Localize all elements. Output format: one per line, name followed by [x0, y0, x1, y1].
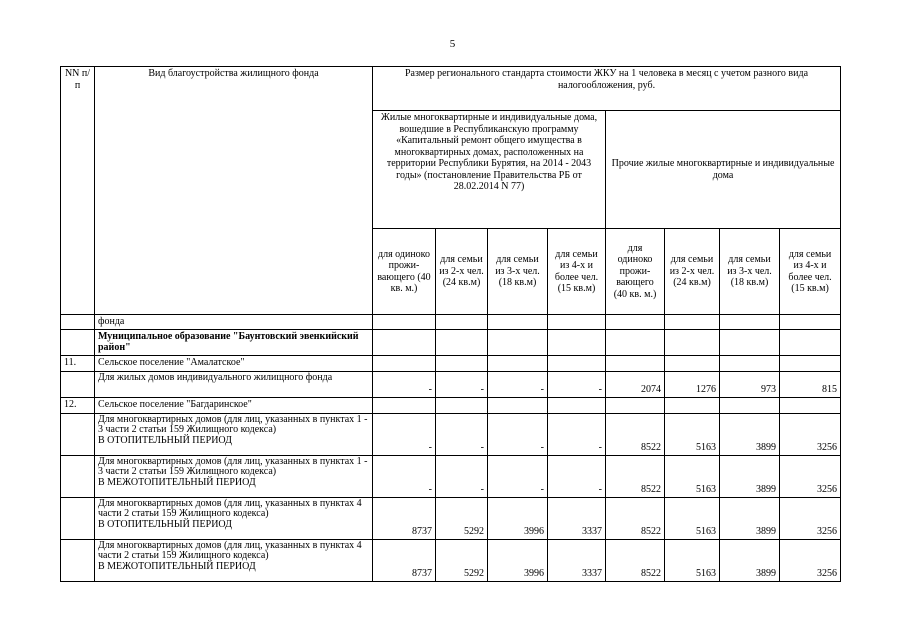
value-cell: 3256: [780, 539, 841, 581]
value-cell: -: [488, 413, 548, 455]
value-cell: 8522: [606, 455, 665, 497]
value-cell: 5292: [436, 497, 488, 539]
header-row-1: [61, 67, 841, 111]
table-row: [61, 413, 841, 455]
value-cell: -: [436, 455, 488, 497]
table-row: [61, 397, 841, 413]
table-row: [61, 455, 841, 497]
value-cell: -: [436, 371, 488, 397]
value-cell: 1276: [665, 371, 720, 397]
row-description-text: Для многоквартирных домов (для лиц, указанных в пунктах 4 части 2 статьи 159 Жилищного кодекса): [98, 539, 362, 561]
table-row: [61, 497, 841, 539]
subheader-cell: для одиноко прожи-вающего (40 кв. м.): [373, 229, 436, 315]
value-cell: 3899: [720, 539, 780, 581]
settlement-name: Сельское поселение "Багдаринское": [95, 397, 373, 413]
header-nn: NN п/п: [61, 67, 95, 315]
subheader-cell: для семьи из 3-х чел. (18 кв.м): [720, 229, 780, 315]
value-cell: 3256: [780, 413, 841, 455]
row-number: 11.: [61, 355, 95, 371]
subheader-cell: для семьи из 2-х чел. (24 кв.м): [436, 229, 488, 315]
header-size: Размер регионального стандарта стоимости ЖКУ на 1 человека в месяц с учетом разного вида налогообложения, руб.: [373, 67, 841, 111]
row-number: 12.: [61, 397, 95, 413]
table-row: [61, 539, 841, 581]
subheader-cell: для семьи из 4-х и более чел. (15 кв.м): [548, 229, 606, 315]
value-cell: 8737: [373, 497, 436, 539]
value-cell: 5163: [665, 413, 720, 455]
table-row: [61, 315, 841, 330]
value-cell: -: [548, 455, 606, 497]
header-group-other: Прочие жилые многоквартирные и индивидуальные дома: [606, 111, 841, 229]
value-cell: 8522: [606, 497, 665, 539]
value-cell: 3996: [488, 539, 548, 581]
row-period: В МЕЖОТОПИТЕЛЬНЫЙ ПЕРИОД: [98, 476, 256, 488]
row-description-text: Для многоквартирных домов (для лиц, указанных в пунктах 1 - 3 части 2 статьи 159 Жилищного кодекса): [98, 413, 368, 435]
value-cell: -: [373, 455, 436, 497]
value-cell: 815: [780, 371, 841, 397]
page-number: 5: [449, 38, 456, 50]
subheader-cell: для семьи из 4-х и более чел. (15 кв.м): [780, 229, 841, 315]
value-cell: -: [373, 371, 436, 397]
subheader-cell: для одиноко прожи-вающего (40 кв. м.): [606, 229, 665, 315]
row-period: В ОТОПИТЕЛЬНЫЙ ПЕРИОД: [98, 434, 232, 446]
value-cell: -: [488, 455, 548, 497]
row-description: Для жилых домов индивидуального жилищного фонда: [95, 371, 373, 397]
table-row: [61, 329, 841, 355]
value-cell: 8522: [606, 413, 665, 455]
value-cell: 8522: [606, 539, 665, 581]
table-row: [61, 371, 841, 397]
row-description: [95, 497, 373, 539]
municipality-name: Муниципальное образование "Баунтовский эвенкийский район": [95, 329, 373, 355]
settlement-name: Сельское поселение "Амалатское": [95, 355, 373, 371]
value-cell: -: [548, 371, 606, 397]
value-cell: 3899: [720, 497, 780, 539]
row-fond: фонда: [95, 315, 373, 330]
row-period: В МЕЖОТОПИТЕЛЬНЫЙ ПЕРИОД: [98, 560, 256, 572]
row-description: [95, 413, 373, 455]
value-cell: 3899: [720, 413, 780, 455]
subheader-cell: для семьи из 3-х чел. (18 кв.м): [488, 229, 548, 315]
value-cell: 5292: [436, 539, 488, 581]
value-cell: 3337: [548, 497, 606, 539]
row-period: В ОТОПИТЕЛЬНЫЙ ПЕРИОД: [98, 518, 232, 530]
value-cell: 8737: [373, 539, 436, 581]
tariff-table: [60, 66, 841, 582]
value-cell: -: [436, 413, 488, 455]
value-cell: 973: [720, 371, 780, 397]
value-cell: 2074: [606, 371, 665, 397]
table-row: [61, 355, 841, 371]
value-cell: 5163: [665, 539, 720, 581]
header-group-program: Жилые многоквартирные и индивидуальные дома, вошедшие в Республиканскую программу «Капитальный ремонт общего имущества в многоквартирных домах, расположенных на территории Республики Бурятия, на 2014 - 2043 годы» (постановление Правительства РБ от 28.02.2014 N 77): [373, 111, 606, 229]
row-description-text: Для многоквартирных домов (для лиц, указанных в пунктах 1 - 3 части 2 статьи 159 Жилищного кодекса): [98, 455, 368, 477]
value-cell: -: [373, 413, 436, 455]
value-cell: 3899: [720, 455, 780, 497]
value-cell: 3996: [488, 497, 548, 539]
value-cell: 5163: [665, 497, 720, 539]
value-cell: 3256: [780, 497, 841, 539]
value-cell: 3337: [548, 539, 606, 581]
value-cell: -: [488, 371, 548, 397]
row-description: [95, 455, 373, 497]
value-cell: -: [548, 413, 606, 455]
row-description-text: Для многоквартирных домов (для лиц, указанных в пунктах 4 части 2 статьи 159 Жилищного кодекса): [98, 497, 362, 519]
row-description: [95, 539, 373, 581]
value-cell: 5163: [665, 455, 720, 497]
subheader-cell: для семьи из 2-х чел. (24 кв.м): [665, 229, 720, 315]
header-type: Вид благоустройства жилищного фонда: [95, 67, 373, 315]
value-cell: 3256: [780, 455, 841, 497]
